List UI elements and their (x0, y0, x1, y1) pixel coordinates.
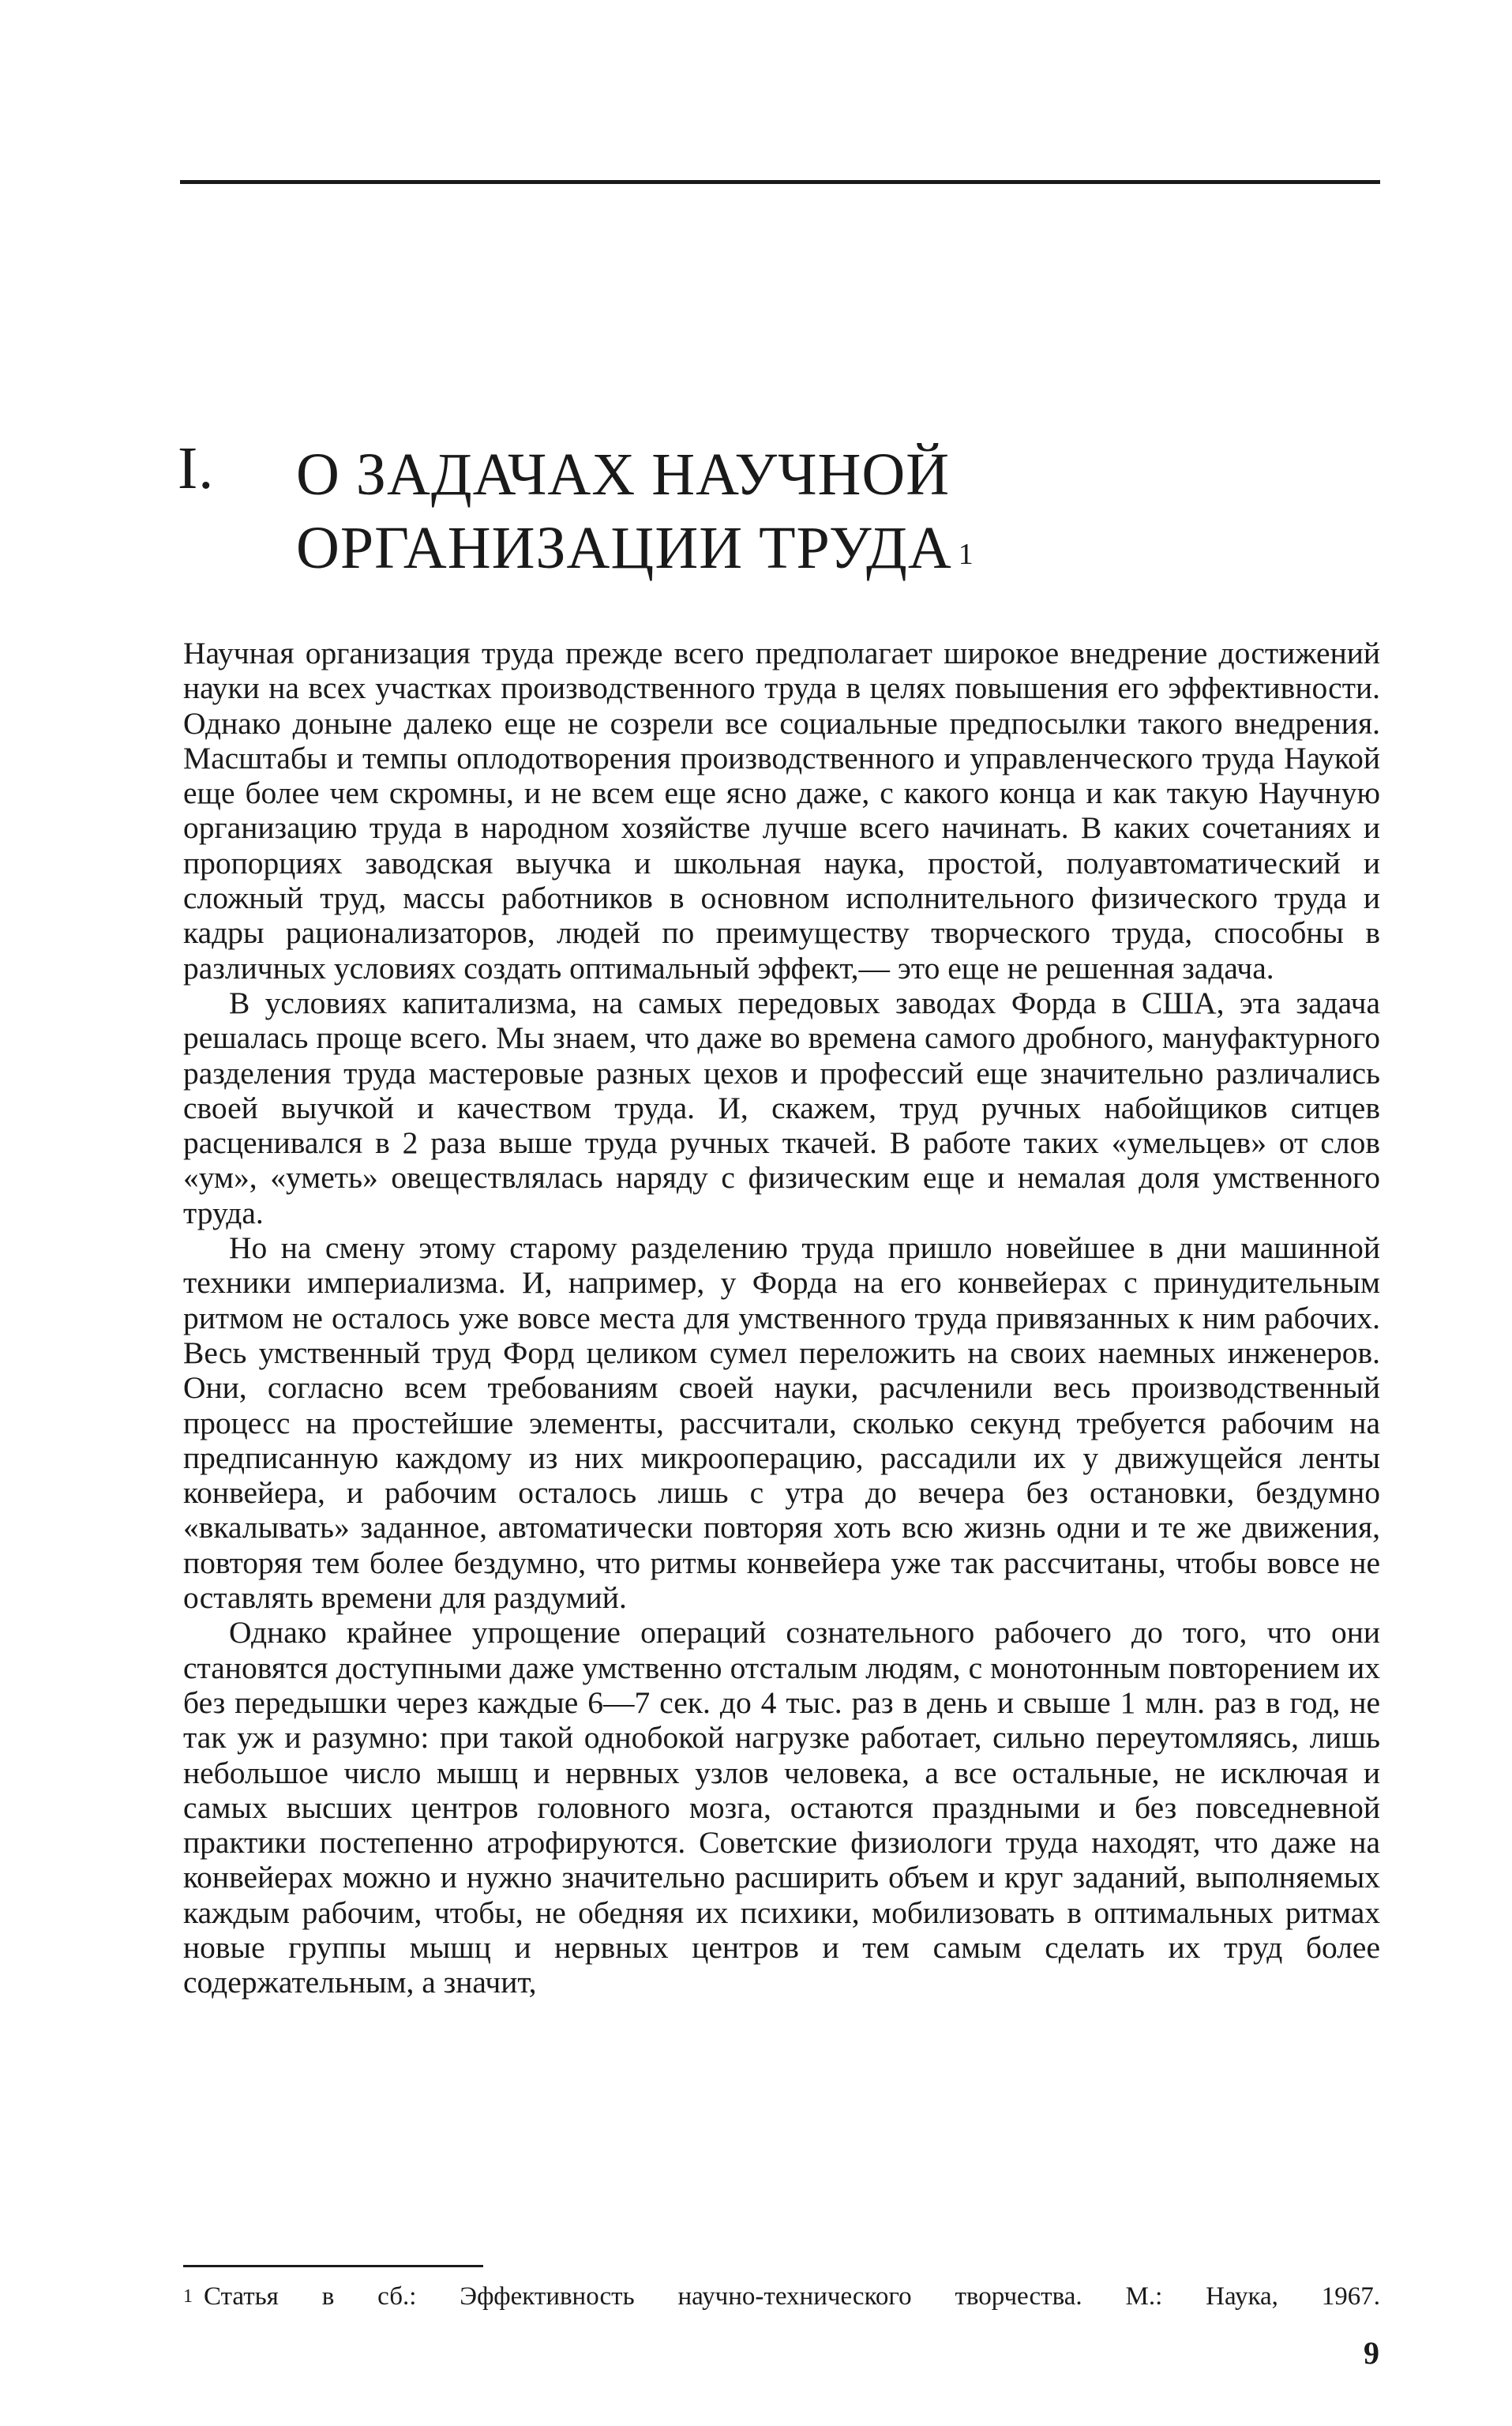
footnote (183, 2281, 1380, 2312)
chapter-number: I. (178, 435, 215, 501)
page-number: 9 (1364, 2335, 1379, 2371)
paragraph-2: В условиях капитализма, на самых передовых заводах Форда в США, эта задача решалась проще всего. Мы знаем, что даже во времена самого дробного, мануфактурного разделения труда мастеровые разных цехов и профессий еще значительно различались своей выучкой и качеством труда. И, скажем, труд ручных набойщиков ситцев расценивался в 2 раза выше труда ручных ткачей. В работе таких «умельцев» от слов «ум», «уметь» овеществлялась наряду с физическим еще и немалая доля умственного труда. (183, 985, 1380, 1230)
footnote-mark: 1 (183, 2286, 193, 2307)
body-text (183, 636, 1380, 2000)
paragraph-3: Но на смену этому старому разделению труда пришло новейшее в дни машинной техники империализма. И, например, у Форда на его конвейерах с принудительным ритмом не осталось уже вовсе места для умственного труда привязанных к ним рабочих. Весь умственный труд Форд целиком сумел переложить на своих наемных инженеров. Они, согласно всем требованиям своей науки, расчленили весь производственный процесс на простейшие элементы, рассчитали, сколько секунд требуется рабочим на предписанную каждому из них микрооперацию, рассадили их у движущейся ленты конвейера, и рабочим осталось лишь с утра до вечера без остановки, бездумно «вкалывать» заданное, автоматически повторяя хоть всю жизнь одни и те же движения, повторяя тем более бездумно, что ритмы конвейера уже так рассчитаны, чтобы вовсе не оставлять времени для раздумий. (183, 1230, 1380, 1616)
top-rule (180, 180, 1380, 184)
footnote-rule (183, 2265, 483, 2267)
chapter-title-line-1: О ЗАДАЧАХ НАУЧНОЙ (296, 441, 951, 508)
footnote-reference[interactable]: 1 (958, 538, 974, 571)
paragraph-4: Однако крайнее упрощение операций сознательного рабочего до того, что они становятся доступными даже умственно отсталым людям, с монотонным повторением их без передышки через каждые 6—7 сек. до 4 тыс. раз в день и свыше 1 млн. раз в год, не так уж и разумно: при такой однобокой нагрузке работает, сильно переутомляясь, лишь небольшое число мышц и нервных узлов человека, а все остальные, не исключая и самых высших центров головного мозга, остаются праздными и без повседневной практики постепенно атрофируются. Советские физиологи труда находят, что даже на конвейерах можно и нужно значительно расширить объем и круг заданий, выполняемых каждым рабочим, чтобы, не обедняя их психики, мобилизовать в оптимальных ритмах новые группы мышц и нервных центров и тем самым сделать их труд более содержательным, а значит, (183, 1615, 1380, 2000)
chapter-title-line-2 (296, 512, 974, 585)
paragraph-1: Научная организация труда прежде всего предполагает широкое внедрение достижений науки на всех участках производственного труда в целях повышения его эффективности. Однако доныне далеко еще не созрели все социальные предпосылки такого внедрения. Масштабы и темпы оплодотворения производственного и управленческого труда Наукой еще более чем скромны, и не всем еще ясно даже, с какого конца и как такую Научную организацию труда в народном хозяйстве лучше всего начинать. В каких сочетаниях и пропорциях заводская выучка и школьная наука, простой, полуавтоматический и сложный труд, массы работников в основном исполнительного физического труда и кадры рационализаторов, людей по преимуществу творческого труда, способны в различных условиях создать оптимальный эффект,— это еще не решенная задача. (183, 636, 1380, 986)
chapter-title-line-2-text: ОРГАНИЗАЦИИ ТРУДА (296, 515, 952, 581)
footnote-text: Статья в сб.: Эффективность научно-технического творчества. М.: Наука, 1967. (204, 2282, 1380, 2311)
chapter-title (296, 438, 974, 585)
